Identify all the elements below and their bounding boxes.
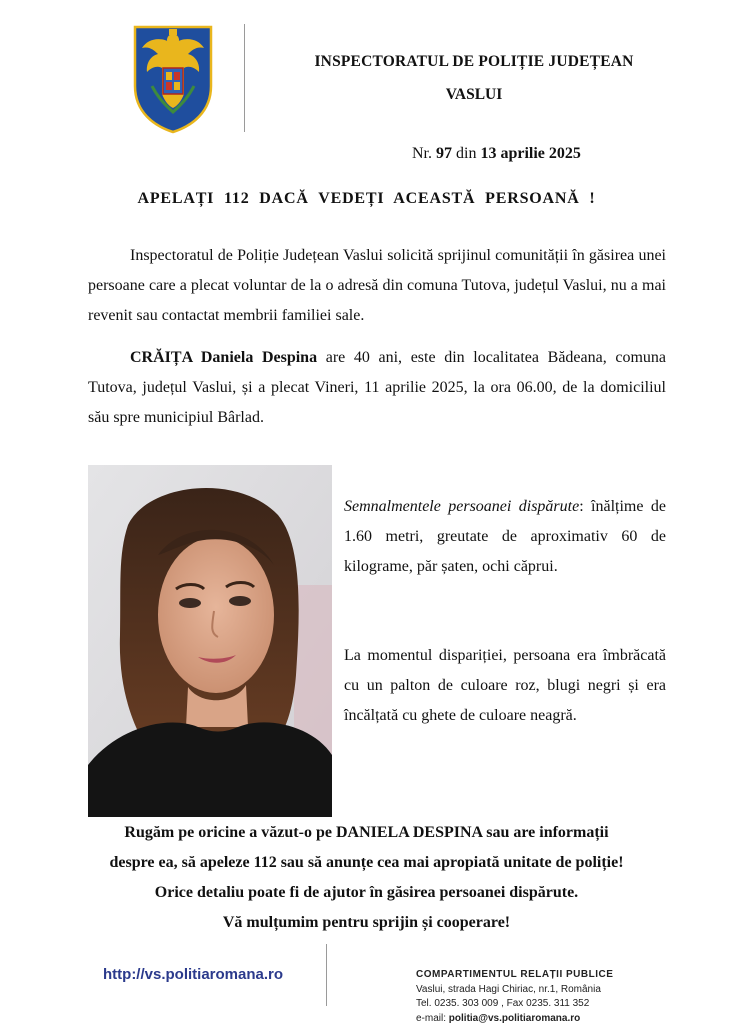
appeal-line-4: Vă mulțumim pentru sprijin și cooperare! [60,908,673,938]
footer-email[interactable]: politia@vs.politiaromana.ro [449,1013,580,1024]
doc-number-connector: din [456,145,476,162]
appeal-block [60,818,673,938]
headline: APELAȚI 112 DACĂ VEDEȚI ACEASTĂ PERSOANĂ ! [0,190,733,208]
appeal-line-1: Rugăm pe oricine a văzut-o pe DANIELA DESPINA sau are informații [60,818,673,848]
description-text: : înălțime de 1.60 metri, greutate de aproximativ 60 de kilograme, păr șaten, ochi căprui. [344,498,666,575]
doc-date: 13 aprilie 2025 [480,145,580,162]
header-divider [244,24,245,132]
appeal-line-2: despre ea, să apeleze 112 sau să anunțe cea mai apropiată unitate de poliție! [60,848,673,878]
footer-divider [326,944,327,1006]
appeal-line-3: Orice detaliu poate fi de ajutor în găsirea persoanei dispărute. [60,878,673,908]
footer-phone: Tel. 0235. 303 009 , Fax 0235. 311 352 [416,997,613,1012]
intro-text: Inspectoratul de Poliție Județean Vaslui solicită sprijinul comunității în găsirea unei persoane care a plecat voluntar de la o adresă din comuna Tutova, județul Vaslui, nu a mai revenit sau contactat membrii familiei sale. [88,241,666,331]
organization-county: VASLUI [262,86,686,104]
person-details-text: are 40 ani, este din localitatea Bădeana, comuna Tutova, județul Vaslui, și a plecat Vineri, 11 aprilie 2025, la ora 06.00, de la domiciliul său spre municipiul Bârlad. [88,349,666,426]
footer-address: Vaslui, strada Hagi Chiriac, nr.1, România [416,983,613,998]
person-paragraph [88,343,666,433]
footer-contact [416,968,613,1026]
website-link[interactable]: http://vs.politiaromana.ro [103,966,283,983]
document-number [412,145,581,163]
police-crest-logo [132,24,214,134]
organization-name: INSPECTORATUL DE POLIȚIE JUDEȚEAN [262,53,686,71]
clothing-text: La momentul dispariției, persoana era îmbrăcată cu un palton de culoare roz, blugi negri și era încălțată cu ghete de culoare neagră. [344,641,666,731]
doc-number-prefix: Nr. [412,145,432,162]
description-label: Semnalmentele persoanei dispărute [344,498,579,515]
missing-person-photo [88,465,332,817]
footer-department: COMPARTIMENTUL RELAȚII PUBLICE [416,968,613,983]
intro-paragraph [88,241,666,331]
doc-number-value: 97 [436,145,452,162]
description-block [344,492,666,582]
clothing-block [344,641,666,731]
footer-email-label: e-mail: [416,1013,449,1024]
missing-person-name: CRĂIȚA Daniela Despina [130,349,317,366]
